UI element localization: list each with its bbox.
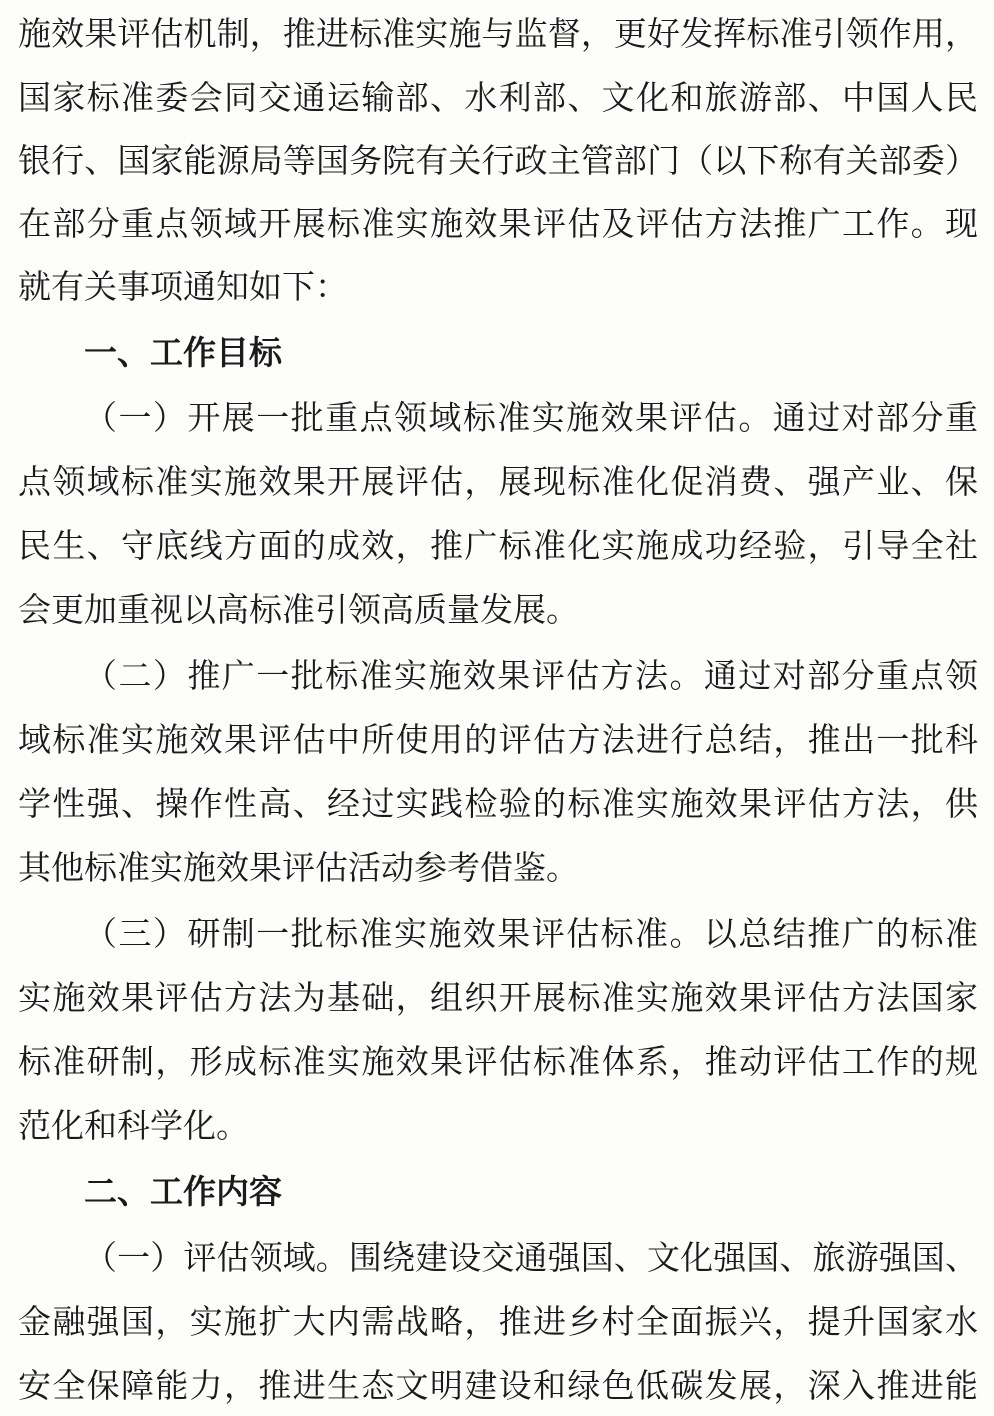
- body-line: 学性强、操作性高、经过实践检验的标准实施效果评估方法，供: [18, 784, 978, 823]
- body-line: 施效果评估机制，推进标准实施与监督，更好发挥标准引领作用，: [18, 14, 978, 53]
- body-line: 域标准实施效果评估中所使用的评估方法进行总结，推出一批科: [18, 720, 978, 759]
- body-line: 银行、国家能源局等国务院有关行政主管部门（以下称有关部委）: [18, 141, 978, 180]
- body-line: 民生、守底线方面的成效，推广标准化实施成功经验，引导全社: [18, 526, 978, 565]
- body-line: 在部分重点领域开展标准实施效果评估及评估方法推广工作。现: [18, 204, 978, 243]
- body-line: （二）推广一批标准实施效果评估方法。通过对部分重点领: [84, 656, 978, 695]
- body-line: 范化和科学化。: [18, 1106, 249, 1145]
- body-line: 就有关事项通知如下：: [18, 267, 348, 306]
- body-line: 金融强国，实施扩大内需战略，推进乡村全面振兴，提升国家水: [18, 1302, 978, 1341]
- body-line: （一）评估领域。围绕建设交通强国、文化强国、旅游强国、: [84, 1238, 978, 1277]
- body-line: 点领域标准实施效果开展评估，展现标准化促消费、强产业、保: [18, 462, 978, 501]
- body-line: 安全保障能力，推进生态文明建设和绿色低碳发展，深入推进能: [18, 1366, 978, 1405]
- body-line: 实施效果评估方法为基础，组织开展标准实施效果评估方法国家: [18, 978, 978, 1017]
- body-line: 国家标准委会同交通运输部、水利部、文化和旅游部、中国人民: [18, 78, 978, 117]
- body-line: 其他标准实施效果评估活动参考借鉴。: [18, 848, 579, 887]
- body-line: 标准研制，形成标准实施效果评估标准体系，推动评估工作的规: [18, 1042, 978, 1081]
- body-line: （三）研制一批标准实施效果评估标准。以总结推广的标准: [84, 914, 978, 953]
- section-heading: 二、工作内容: [84, 1172, 282, 1211]
- body-line: 会更加重视以高标准引领高质量发展。: [18, 590, 579, 629]
- section-heading: 一、工作目标: [84, 333, 282, 372]
- body-line: （一）开展一批重点领域标准实施效果评估。通过对部分重: [84, 398, 978, 437]
